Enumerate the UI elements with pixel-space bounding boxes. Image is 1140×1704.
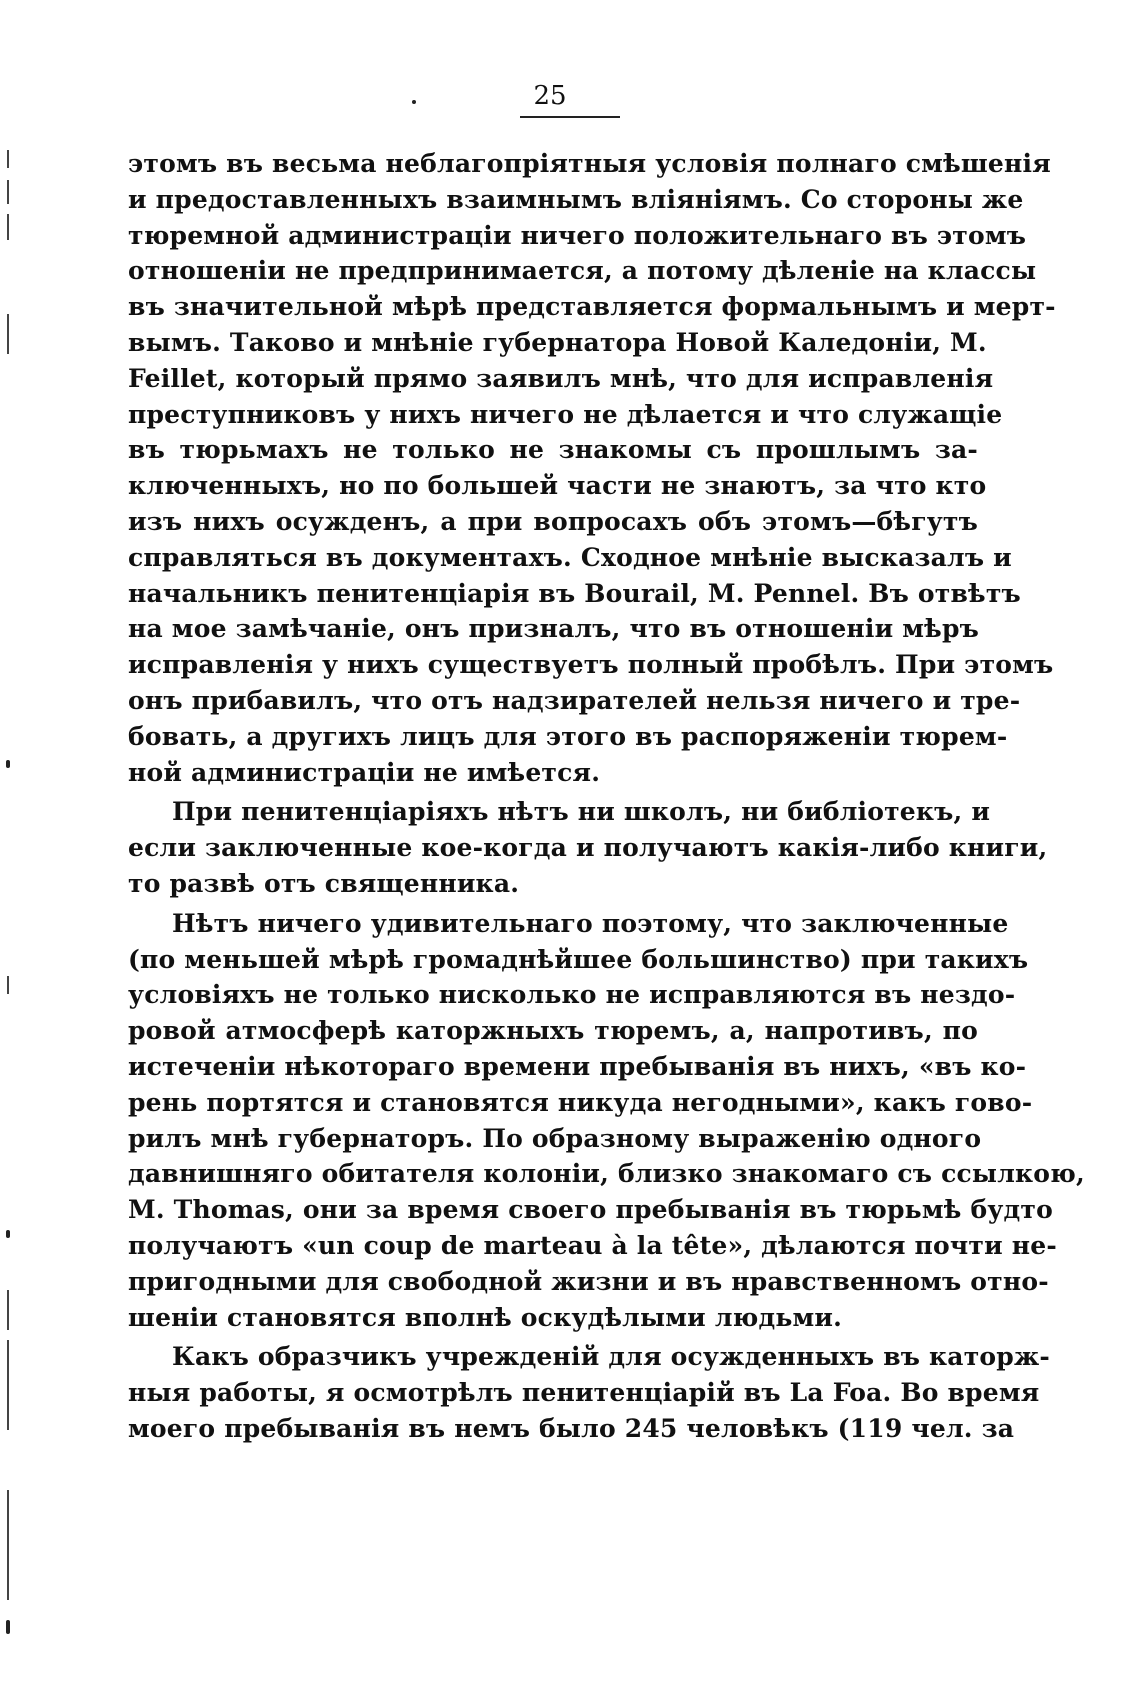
scan-mark [7, 1340, 9, 1430]
scan-mark [7, 1290, 9, 1330]
text-line: Feillet, который прямо заявилъ мнѣ, что для исправленія [128, 363, 994, 393]
scan-dot [6, 1230, 10, 1238]
text-line: преступниковъ у нихъ ничего не дѣлается и что служащіе [128, 399, 1003, 429]
scan-mark [7, 214, 9, 240]
text-line: изъ нихъ осужденъ, а при вопросахъ объ этомъ—бѣгутъ [128, 506, 978, 536]
scan-mark [7, 150, 9, 168]
text-line: то развѣ отъ священника. [128, 868, 520, 898]
text-line: на мое замѣчаніе, онъ призналъ, что въ отношеніи мѣръ [128, 614, 980, 644]
text-line: Нѣтъ ничего удивительнаго поэтому, что заключенные [172, 908, 1009, 938]
text-line: получаютъ «un coup de marteau à la tête», дѣлаются почти не- [128, 1230, 1057, 1260]
text-line: начальникъ пенитенціарія въ Bourail, M. Pennel. Въ отвѣтъ [128, 578, 1021, 608]
text-line: въ тюрьмахъ не только не знакомы съ прошлымъ за- [128, 435, 978, 465]
text-line: При пенитенціаріяхъ нѣтъ ни школъ, ни библіотекъ, и [172, 797, 991, 827]
text-line: вымъ. Таково и мнѣніе губернатора Новой Каледоніи, М. [128, 327, 987, 357]
text-line: (по меньшей мѣрѣ громаднѣйшее большинство) при такихъ [128, 944, 1029, 974]
page-header [0, 80, 1140, 120]
scan-dot [6, 1620, 10, 1634]
text-line: этомъ въ весьма неблагопріятныя условія полнаго смѣшенія [128, 149, 1051, 178]
text-line: пригодными для свободной жизни и въ нравственномъ отно- [128, 1266, 1049, 1296]
page-number: 25 [533, 81, 567, 111]
text-line: ключенныхъ, но по большей части не знаютъ, за что кто [128, 471, 987, 501]
scan-mark [7, 314, 9, 354]
text-line: ныя работы, я осмотрѣлъ пенитенціарій въ La Foa. Во время [128, 1378, 1040, 1408]
text-line: давнишняго обитателя колоніи, близко знакомаго съ ссылкою, [128, 1159, 1085, 1189]
text-line: въ значительной мѣрѣ представляется формальнымъ и мерт- [128, 292, 1056, 322]
text-line: и предоставленныхъ взаимнымъ вліяніямъ. Со стороны же [128, 184, 1024, 214]
header-rule [520, 116, 620, 118]
header-dot [412, 100, 416, 104]
text-line: если заключенные кое-когда и получаютъ какія-либо книги, [128, 833, 1048, 863]
text-line: ной администраціи не имѣется. [128, 757, 601, 787]
scan-mark [7, 180, 9, 204]
scan-dot [6, 760, 10, 768]
text-line: моего пребыванія въ немъ было 245 человѣкъ (119 чел. за [128, 1413, 1015, 1443]
text-line: истеченіи нѣкотораго времени пребыванія въ нихъ, «въ ко- [128, 1051, 1027, 1081]
text-line: бовать, а другихъ лицъ для этого въ распоряженіи тюрем- [128, 721, 1008, 751]
text-line: Какъ образчикъ учрежденій для осужденныхъ въ каторж- [172, 1342, 1050, 1372]
text-line: онъ прибавилъ, что отъ надзирателей нельзя ничего и тре- [128, 685, 1021, 715]
text-line: шеніи становятся вполнѣ оскудѣлыми людьми. [128, 1302, 843, 1332]
scan-mark [7, 1490, 9, 1600]
text-line: условіяхъ не только нисколько не исправляются въ нездо- [128, 980, 1016, 1010]
text-line: исправленія у нихъ существуетъ полный пробѣлъ. При этомъ [128, 650, 1054, 680]
text-line: M. Thomas, они за время своего пребыванія въ тюрьмѣ будто [128, 1195, 1053, 1225]
scan-mark [7, 976, 9, 994]
text-line: ровой атмосферѣ каторжныхъ тюремъ, а, напротивъ, по [128, 1016, 978, 1046]
text-line: рень портятся и становятся никуда негодными», какъ гово- [128, 1087, 1033, 1117]
text-line: тюремной администраціи ничего положительнаго въ этомъ [128, 220, 1027, 250]
text-line: отношеніи не предпринимается, а потому дѣленіе на классы [128, 256, 1037, 286]
text-line: рилъ мнѣ губернаторъ. По образному выраженію одного [128, 1123, 982, 1153]
body-text [128, 146, 1085, 1447]
text-line: справляться въ документахъ. Сходное мнѣніе высказалъ и [128, 542, 1012, 572]
